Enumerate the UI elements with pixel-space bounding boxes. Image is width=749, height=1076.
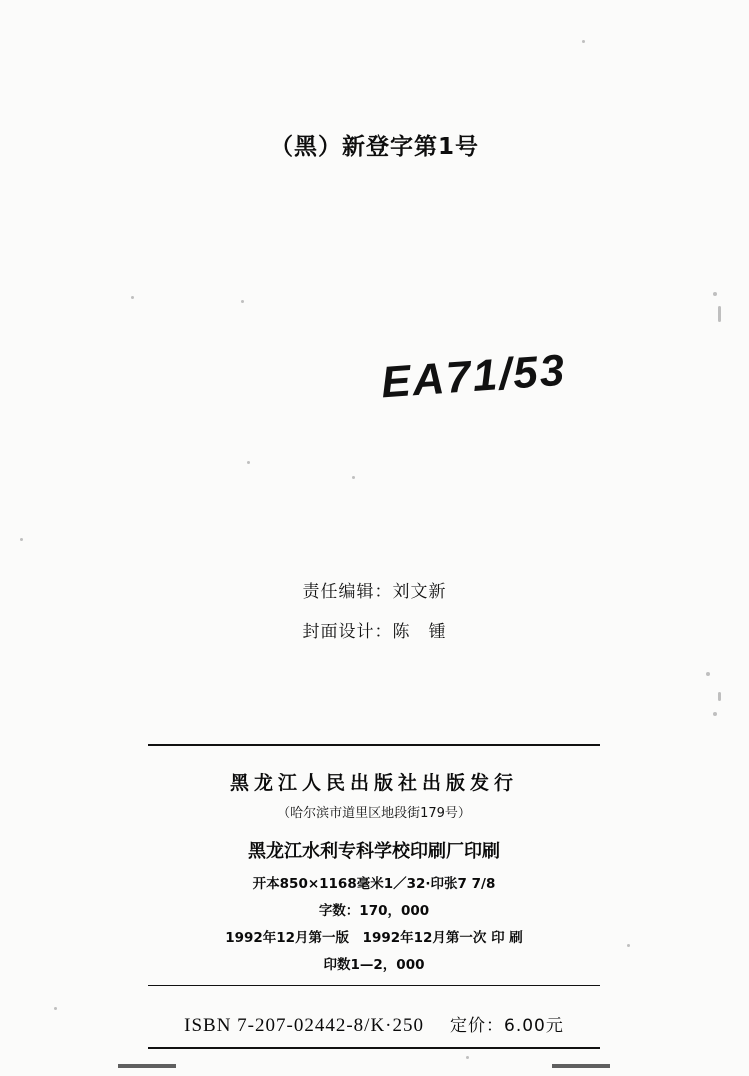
scan-speck — [352, 476, 355, 479]
print-run: 印数1—2，000 — [323, 957, 425, 973]
scan-speck — [582, 40, 585, 43]
scan-speck — [247, 461, 250, 464]
price-label: 定价：6.00元 — [450, 1016, 564, 1036]
colophon-top-rule — [148, 744, 600, 746]
scan-speck — [718, 306, 721, 322]
scan-speck — [713, 292, 717, 296]
format-specs: 开本850×1168毫米1／32·印张7 7/8 — [252, 876, 496, 892]
isbn-price-row — [148, 998, 600, 1037]
scan-speck — [131, 296, 134, 299]
printer-name: 黑龙江水利专科学校印刷厂印刷 — [248, 841, 500, 862]
page-edge-mark — [552, 1064, 610, 1068]
page-edge-mark — [118, 1064, 176, 1068]
scan-speck — [718, 692, 721, 701]
isbn-number: ISBN 7-207-02442-8/K·250 — [184, 1015, 424, 1036]
word-count: 字数：170，000 — [318, 903, 430, 919]
credits-block — [0, 572, 749, 652]
scan-speck — [20, 538, 23, 541]
scan-speck — [241, 300, 244, 303]
scan-speck — [466, 1056, 469, 1059]
scan-speck — [54, 1007, 57, 1010]
publisher-address: （哈尔滨市道里区地段街179号） — [277, 806, 471, 821]
edition-info: 1992年12月第一版 1992年12月第一次 印 刷 — [225, 930, 523, 946]
scan-speck — [627, 944, 630, 947]
scan-speck — [706, 672, 710, 676]
credit-editor: 责任编辑：刘文新 — [302, 582, 447, 602]
colophon-mid-rule — [148, 985, 600, 986]
credit-cover-designer: 封面设计：陈 锺 — [302, 622, 447, 642]
scan-speck — [713, 712, 717, 716]
registration-number: （黑）新登字第1号 — [269, 134, 479, 160]
colophon-block — [148, 744, 600, 1049]
publisher-name: 黑龙江人民出版社出版发行 — [229, 772, 518, 794]
colophon-bottom-rule — [148, 1047, 600, 1049]
handwritten-annotation: EA71/53 — [379, 345, 568, 408]
